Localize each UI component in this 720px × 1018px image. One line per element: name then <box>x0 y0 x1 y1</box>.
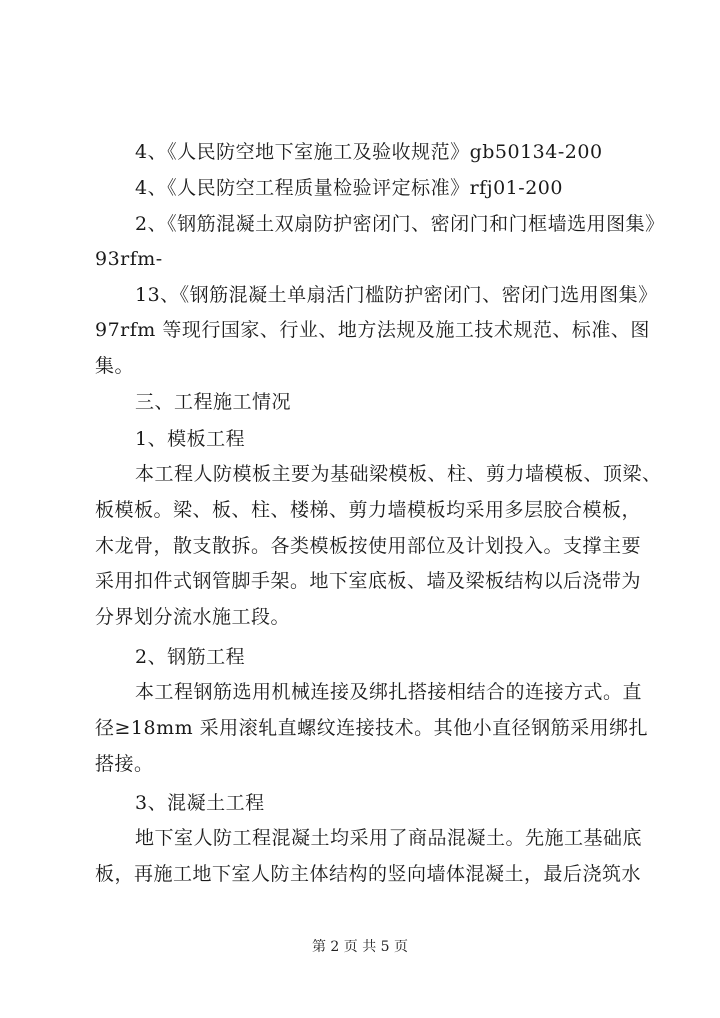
text-line-10: 本工程人防模板主要为基础梁模板、柱、剪力墙模板、顶梁、 <box>135 463 662 485</box>
section-heading: 三、工程施工情况 <box>135 391 292 413</box>
text-line-1: 4、《人民防空地下室施工及验收规范》gb50134-200 <box>135 141 603 163</box>
text-line-16: 本工程钢筋选用机械连接及绑扎搭接相结合的连接方式。直 <box>135 681 643 703</box>
subsection-heading-1: 1、模板工程 <box>135 428 246 450</box>
text-line-20: 地下室人防工程混凝土均采用了商品混凝土。先施工基础底 <box>135 827 643 849</box>
text-line-3: 2、《钢筋混凝土双扇防护密闭门、密闭门和门框墙选用图集》 <box>135 213 665 235</box>
subsection-heading-2: 2、钢筋工程 <box>135 646 246 668</box>
text-line-21: 板，再施工地下室人防主体结构的竖向墙体混凝土，最后浇筑水 <box>95 863 642 885</box>
text-line-18: 搭接。 <box>95 753 154 775</box>
text-line-13: 采用扣件式钢管脚手架。地下室底板、墙及梁板结构以后浇带为 <box>95 570 642 592</box>
text-line-12: 木龙骨，散支散拆。各类模板按使用部位及计划投入。支撑主要 <box>95 535 642 557</box>
subsection-heading-3: 3、混凝土工程 <box>135 792 265 814</box>
text-line-2: 4、《人民防空工程质量检验评定标准》rfj01-200 <box>135 177 563 199</box>
text-line-17: 径≥18mm 采用滚轧直螺纹连接技术。其他小直径钢筋采用绑扎 <box>95 717 649 739</box>
text-line-7: 集。 <box>95 355 135 377</box>
text-line-11: 板模板。梁、板、柱、楼梯、剪力墙模板均采用多层胶合模板， <box>95 499 642 521</box>
text-line-6: 97rfm 等现行国家、行业、地方法规及施工技术规范、标准、图 <box>95 319 650 341</box>
text-line-5: 13、《钢筋混凝土单扇活门槛防护密闭门、密闭门选用图集》 <box>135 284 658 306</box>
page-footer: 第 2 页 共 5 页 <box>311 939 409 955</box>
text-line-4: 93rfm- <box>95 248 163 270</box>
text-line-14: 分界划分流水施工段。 <box>95 606 291 628</box>
